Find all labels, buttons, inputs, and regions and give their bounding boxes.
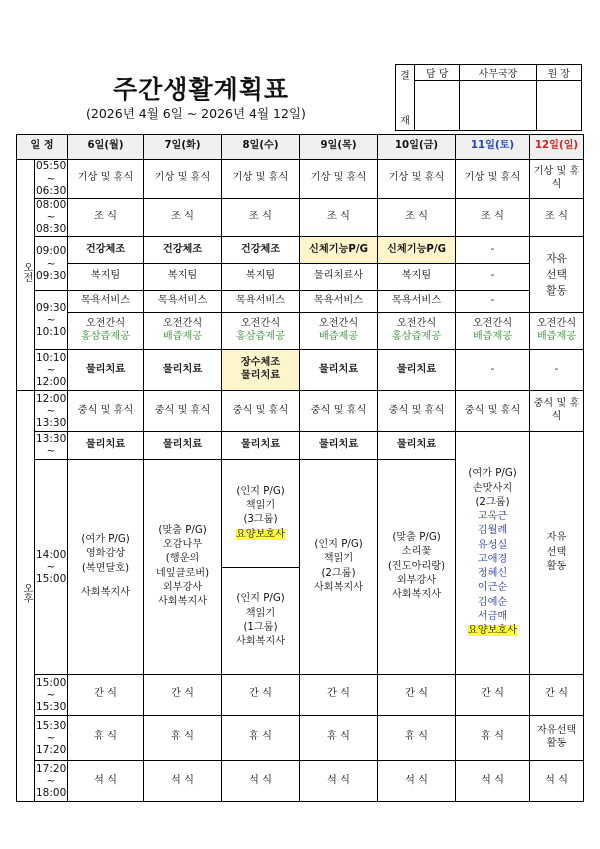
snack-am-thu: 오전간식 배즙제공: [300, 313, 378, 350]
rest-tue: 휴 식: [144, 715, 222, 760]
time-cell: 13:30 ~: [36, 433, 67, 458]
snack-pm-fri: 간 식: [378, 674, 456, 715]
bath-wed: 목욕서비스: [222, 290, 300, 313]
snack-pm-mon: 간 식: [68, 674, 144, 715]
wake-thu: 기상 및 휴식: [300, 159, 378, 198]
header-schedule: 일 정: [17, 135, 68, 160]
header-day-thu: 9일(목): [300, 135, 378, 160]
rest-thu: 휴 식: [300, 715, 378, 760]
wake-tue: 기상 및 휴식: [144, 159, 222, 198]
table-row: [17, 350, 584, 391]
approval-sign-director[interactable]: [460, 81, 536, 131]
snack-pm-thu: 간 식: [300, 674, 378, 715]
snack-am-mon: 오전간식 홍삼즙제공: [68, 313, 144, 350]
therapy-pm-tue: 물리치료: [144, 432, 222, 460]
exercise-wed: 건강체조: [222, 237, 300, 264]
rest-fri: 휴 식: [378, 715, 456, 760]
welfare-thu: 물리치료사: [300, 264, 378, 291]
table-row: [17, 674, 584, 715]
approval-header-staff: 담 당: [415, 65, 460, 81]
dinner-mon: 석 식: [68, 760, 144, 801]
therapy-am-mon: 물리치료: [68, 350, 144, 391]
exercise-thu: 신체기능P/G: [300, 237, 378, 264]
therapy-am-tue: 물리치료: [144, 350, 222, 391]
bath-sat: -: [456, 290, 530, 313]
approval-side: 결 재: [396, 65, 415, 131]
time-cell: 08:00 ~ 08:30: [36, 199, 67, 236]
snack-am-tue: 오전간식 배즙제공: [144, 313, 222, 350]
snack-pm-sun: 간 식: [530, 674, 584, 715]
wake-sat: 기상 및 휴식: [456, 159, 530, 198]
therapy-pm-mon: 물리치료: [68, 432, 144, 460]
therapy-pm-wed: 물리치료: [222, 432, 300, 460]
lunch-sun: 중식 및 휴식: [530, 391, 584, 432]
header-day-tue: 7일(화): [144, 135, 222, 160]
dinner-tue: 석 식: [144, 760, 222, 801]
welfare-wed: 복지팀: [222, 264, 300, 291]
header-day-fri: 10일(금): [378, 135, 456, 160]
program-pm-wed-a: (인지 P/G) 책읽기 (3그룹) 요양보호사: [222, 459, 300, 568]
breakfast-wed: 조 식: [222, 198, 300, 237]
bath-tue: 목욕서비스: [144, 290, 222, 313]
snack-am-sat: 오전간식 배즙제공: [456, 313, 530, 350]
lunch-fri: 중식 및 휴식: [378, 391, 456, 432]
free-pm-sun: 자유 선택 활동: [530, 432, 584, 675]
breakfast-sun: 조 식: [530, 198, 584, 237]
therapy-am-sun: -: [530, 350, 584, 391]
table-row: [17, 313, 584, 350]
free-am-sun: 자유 선택 활동: [530, 237, 584, 313]
program-pm-mon: (여가 P/G) 영화감상 (복면달호) 사회복지사: [68, 459, 144, 674]
bath-mon: 목욕서비스: [68, 290, 144, 313]
header-row: [17, 135, 584, 160]
exercise-fri: 신체기능P/G: [378, 237, 456, 264]
table-row: [17, 760, 584, 801]
table-row: [17, 264, 584, 291]
lunch-tue: 중식 및 휴식: [144, 391, 222, 432]
approval-sign-principal[interactable]: [536, 81, 581, 131]
bath-thu: 목욕서비스: [300, 290, 378, 313]
snack-pm-sat: 간 식: [456, 674, 530, 715]
table-row: [17, 391, 584, 432]
wake-fri: 기상 및 휴식: [378, 159, 456, 198]
table-row: [17, 198, 584, 237]
therapy-am-sat: -: [456, 350, 530, 391]
dinner-fri: 석 식: [378, 760, 456, 801]
program-pm-fri: (맞춤 P/G) 소리꽃 (진도아리랑) 외부강사 사회복지사: [378, 459, 456, 674]
header-day-sat: 11일(토): [456, 135, 530, 160]
table-row: [17, 290, 584, 313]
schedule-table: [16, 134, 584, 802]
table-row: [17, 237, 584, 264]
snack-am-fri: 오전간식 홍삼즙제공: [378, 313, 456, 350]
program-pm-tue: (맞춤 P/G) 오감나무 (행운의 네잎클로버) 외부강사 사회복지사: [144, 459, 222, 674]
period-pm: 오후: [17, 391, 35, 802]
breakfast-sat: 조 식: [456, 198, 530, 237]
breakfast-thu: 조 식: [300, 198, 378, 237]
exercise-tue: 건강체조: [144, 237, 222, 264]
therapy-am-wed: 장수체조 물리치료: [222, 350, 300, 391]
dinner-wed: 석 식: [222, 760, 300, 801]
time-cell: 12:00 ~ 13:30: [35, 391, 68, 432]
time-cell: 09:30 ~ 10:10: [35, 290, 68, 349]
welfare-mon: 복지팀: [68, 264, 144, 291]
snack-pm-wed: 간 식: [222, 674, 300, 715]
header-day-sun: 12일(일): [530, 135, 584, 160]
snack-pm-tue: 간 식: [144, 674, 222, 715]
rest-sat: 휴 식: [456, 715, 530, 760]
dinner-sun: 석 식: [530, 760, 584, 801]
table-row: [17, 715, 584, 760]
rest-sun: 자유선택 활동: [530, 715, 584, 760]
table-row: [17, 432, 584, 460]
snack-am-sun: 오전간식 배즙제공: [530, 313, 584, 350]
lunch-wed: 중식 및 휴식: [222, 391, 300, 432]
header-day-mon: 6일(월): [68, 135, 144, 160]
page-title: 주간생활계획표: [113, 75, 290, 104]
wake-wed: 기상 및 휴식: [222, 159, 300, 198]
rest-mon: 휴 식: [68, 715, 144, 760]
therapy-am-fri: 물리치료: [378, 350, 456, 391]
breakfast-mon: 조 식: [68, 198, 144, 237]
dinner-sat: 석 식: [456, 760, 530, 801]
table-row: [17, 159, 584, 198]
approval-header-principal: 원 장: [536, 65, 581, 81]
therapy-pm-thu: 물리치료: [300, 432, 378, 460]
therapy-pm-fri: 물리치료: [378, 432, 456, 460]
sat-pm-program: (여가 P/G) 손맛사지 (2그룹) 고옥근 김월례 유성실 고애경 정혜신 이근순 김예순 서금매 요양보호사: [456, 432, 530, 675]
welfare-tue: 복지팀: [144, 264, 222, 291]
program-pm-wed-b: (인지 P/G) 책읽기 (1그룹) 사회복지사: [222, 568, 300, 675]
approval-box: [395, 64, 582, 131]
approval-header-director: 사무국장: [460, 65, 536, 81]
time-cell: 09:00 ~ 09:30: [35, 237, 68, 290]
date-range: (2026년 4월 6일 ~ 2026년 4월 12일): [86, 106, 306, 121]
wake-mon: 기상 및 휴식: [68, 159, 144, 198]
welfare-fri: 복지팀: [378, 264, 456, 291]
lunch-sat: 중식 및 휴식: [456, 391, 530, 432]
exercise-mon: 건강체조: [68, 237, 144, 264]
time-cell: 15:30 ~ 17:20: [35, 715, 68, 760]
approval-sign-staff[interactable]: [415, 81, 460, 131]
time-cell: 14:00 ~ 15:00: [35, 459, 68, 674]
wake-sun: 기상 및 휴식: [530, 159, 584, 198]
time-cell: 15:00 ~ 15:30: [35, 674, 68, 715]
time-cell: 10:10 ~ 12:00: [35, 350, 68, 391]
snack-am-wed: 오전간식 홍삼즙제공: [222, 313, 300, 350]
breakfast-fri: 조 식: [378, 198, 456, 237]
header-day-wed: 8일(수): [222, 135, 300, 160]
exercise-sat: -: [456, 237, 530, 264]
breakfast-tue: 조 식: [144, 198, 222, 237]
lunch-mon: 중식 및 휴식: [68, 391, 144, 432]
lunch-thu: 중식 및 휴식: [300, 391, 378, 432]
program-pm-thu: (인지 P/G) 책읽기 (2그룹) 사회복지사: [300, 459, 378, 674]
rest-wed: 휴 식: [222, 715, 300, 760]
therapy-am-thu: 물리치료: [300, 350, 378, 391]
bath-fri: 목욕서비스: [378, 290, 456, 313]
time-cell: 05:50 ~ 06:30: [36, 160, 67, 197]
dinner-thu: 석 식: [300, 760, 378, 801]
welfare-sat: -: [456, 264, 530, 291]
time-cell: 17:20 ~ 18:00: [35, 760, 68, 801]
period-am: 오전: [17, 159, 35, 390]
